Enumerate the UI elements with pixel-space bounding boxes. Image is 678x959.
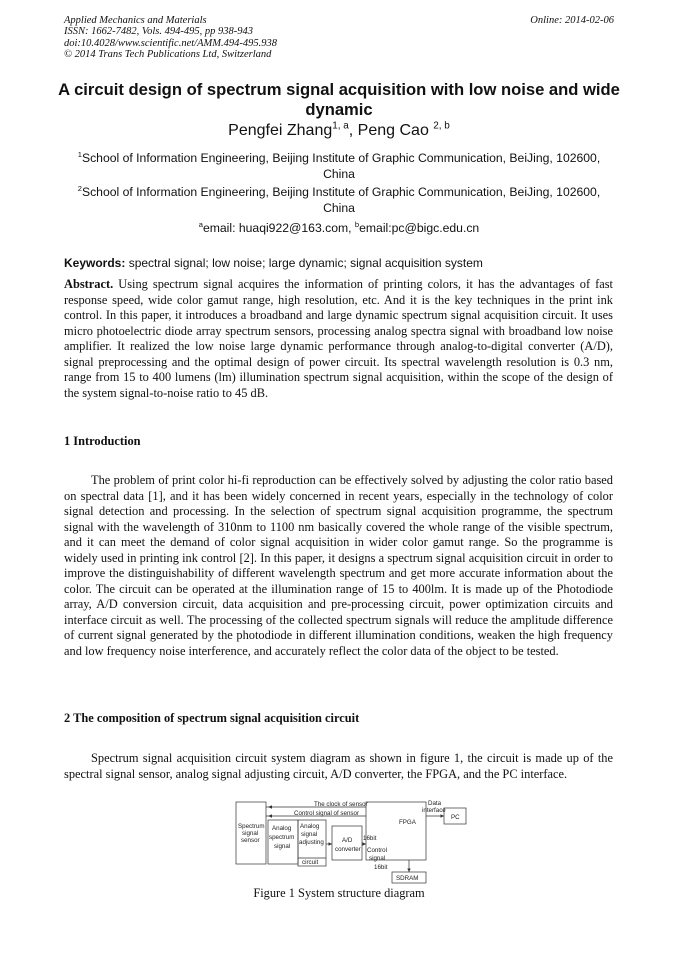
label-control-sensor: Control signal of sensor [294,810,360,817]
section-2-paragraph: Spectrum signal acquisition circuit system diagram as shown in figure 1, the circuit is made up of the spectral signal sensor, analog signal adjusting circuit, A/D converter, the FPGA, and the PC interface. [64,751,613,781]
label-adjusting: adjusting [299,839,324,846]
paper-title [40,80,638,120]
label-fpga: FPGA [399,819,416,826]
author-2: Peng Cao [357,122,429,139]
label-signal-4: signal [369,855,386,862]
aff-1-sup: 1 [77,149,82,159]
label-interface: interface [422,807,446,814]
label-signal-2: signal [274,843,291,850]
title-line-2: dynamic [305,100,373,119]
label-analog-2: Analog [300,823,320,830]
label-spectrum-lower: spectrum [269,834,295,841]
email-b-sup: b [354,219,360,229]
label-16bit-1: 16bit [363,835,377,842]
keywords [64,256,483,270]
label-sdram: SDRAM [396,875,419,882]
abstract [64,277,613,401]
section-2-heading: 2 The composition of spectrum signal acquisition circuit [64,711,360,725]
label-clock: The clock of sensor [314,801,368,808]
authors [40,122,638,140]
aff-2-line1: School of Information Engineering, Beijing Institute of Graphic Communication, BeiJing, 102600, [81,185,601,199]
system-structure-diagram [234,798,474,886]
author-2-sup: 2, b [433,120,450,132]
author-1: Pengfei Zhang [228,122,333,139]
label-16bit-2: 16bit [374,864,388,871]
keywords-text: spectral signal; low noise; large dynamic; signal acquisition system [125,256,483,270]
abstract-label: Abstract. [64,277,114,291]
email-b: email:pc@bigc.edu.cn [359,221,480,235]
label-sensor: sensor [241,837,260,844]
doi: doi:10.4028/www.scientific.net/AMM.494-495.938 [64,37,277,49]
label-converter: converter [335,846,361,853]
label-analog: Analog [272,825,292,832]
label-spectrum: Spectrum [238,823,265,830]
aff-1-line1: School of Information Engineering, Beijing Institute of Graphic Communication, BeiJing, 102600, [81,151,601,165]
label-circuit: circuit [302,859,319,866]
author-sep: , [348,122,358,139]
aff-1-line2: China [323,167,355,181]
title-line-1: A circuit design of spectrum signal acquisition with low noise and wide [58,80,620,99]
label-data: Data [428,800,442,807]
emails [58,220,620,236]
affiliation-2 [58,184,620,216]
email-a-sup: a [198,219,203,229]
affiliation-1 [58,150,620,182]
aff-2-line2: China [323,201,355,215]
label-control: Control [367,847,387,854]
label-signal: signal [242,830,259,837]
issn: ISSN: 1662-7482, Vols. 494-495, pp 938-943 [64,26,253,38]
keywords-label: Keywords: [64,256,126,270]
label-signal-3: signal [301,831,318,838]
figure-caption: Figure 1 System structure diagram [253,886,425,900]
author-1-sup: 1, a [332,120,349,132]
abstract-text: Using spectrum signal acquires the information of printing colors, it has the advantages of fast response speed, wide color gamut range, high resolution, etc. And it is the key techniques in the print ink control. In this paper, it introduces a broadband and large dynamic spectrum signal acquisition circuit. It uses micro photoelectric diode array spectrum sensors, processing analog spectra signal with broadband low noise amplifier. It realized the low noise large dynamic performance through analog-to-digital converter (A/D), signal preprocessing and the optimal design of power circuit. Its spectral wavelength resolution is 0.3 nm, range from 15 to 400 lumens (lm) illumination spectrum signal acquisition, within the scope of the design of the system signal-to-noise ratio to 45 dB. [64,277,613,400]
journal-name: Applied Mechanics and Materials [64,15,207,26]
aff-2-sup: 2 [77,183,82,193]
journal-header [64,15,277,60]
online-date: Online: 2014-02-06 [530,15,614,26]
label-pc: PC [451,814,460,821]
email-a: email: huaqi922@163.com, [202,221,355,235]
label-ad: A/D [342,837,353,844]
section-1-heading: 1 Introduction [64,434,141,448]
section-1-paragraph: The problem of print color hi-fi reproduction can be effectively solved by adjusting the color ratio based on spectral data [1], and it has been widely concerned in recent years, especially in the technology of color signal detection and processing. In the selection of spectrum signal acquisition programme, the spectrum signal with the wavelength of 310nm to 1100 nm basically covered the whole range of the visible spectrum, and it can meet the demand of color signal acquisition in wider color gamut range. So the programme is widely used in printing ink control [2]. In this paper, it designs a spectrum signal acquisition circuit in order to improve the distinguishability of different wavelength spectrum and get more accurate information about the color. The circuit can be operated at the illumination range of 15 to 400lm. It is made up of the Photodiode array, A/D conversion circuit, data acquisition and pre-processing circuit, power optimization circuits and interface circuit as well. The processing of the collected spectrum signals will reduce the amplitude difference of current signal generated by the photodiode in different illumination conditions, weaken the high frequency and low frequency noise interference, and accurately reflect the color data of the object to be tested. [64,473,613,659]
copyright: © 2014 Trans Tech Publications Ltd, Switzerland [64,48,272,60]
